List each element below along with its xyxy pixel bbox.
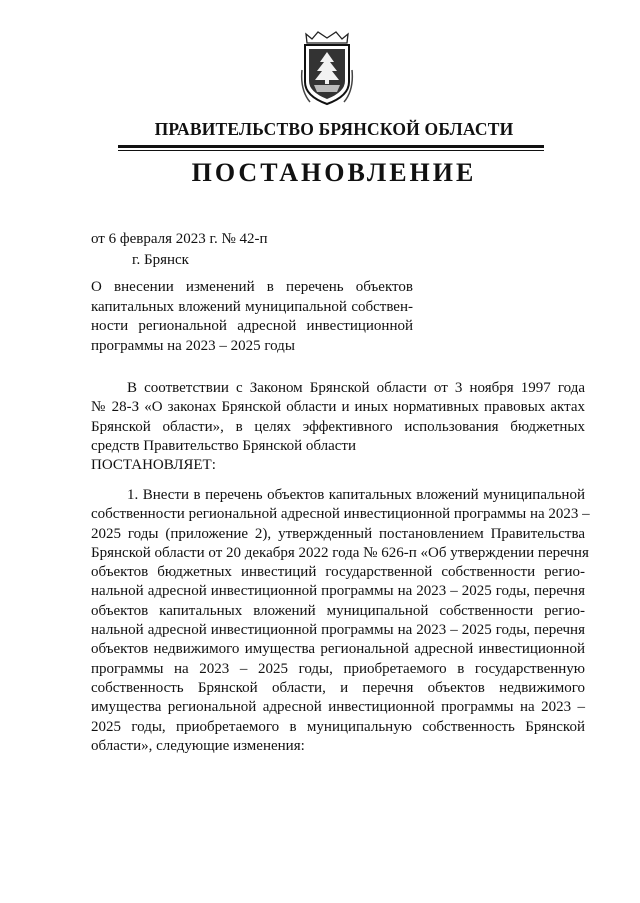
paragraph-line: собственности региональной адресной инвестиционной программы на 2023 –	[91, 506, 590, 523]
paragraph-line: № 28-З «О законах Брянской области и иных нормативных правовых актах	[91, 399, 585, 416]
paragraph-line: имущества региональной адресной инвестиционной программы на 2023 –	[91, 699, 585, 716]
paragraph-line: 2025 годы, приобретаемого в муниципальную собственность Брянской	[91, 718, 585, 735]
paragraph-line: В соответствии с Законом Брянской области от 3 ноября 1997 года	[127, 380, 585, 396]
resolution-word: ПОСТАНОВЛЯЕТ:	[91, 457, 216, 474]
paragraph-line: 2025 годы (приложение 2), утвержденный постановлением Правительства	[91, 525, 585, 542]
header-rule-thick	[118, 145, 544, 148]
organization-title: ПРАВИТЕЛЬСТВО БРЯНСКОЙ ОБЛАСТИ	[154, 119, 514, 139]
item-1-paragraph	[91, 486, 590, 756]
paragraph-line: Брянской области», в целях эффективного использования бюджетных	[91, 418, 585, 435]
paragraph-line: собственность Брянской области, и перечня объектов недвижимого	[91, 679, 585, 696]
paragraph-line: области», следующие изменения:	[91, 737, 305, 754]
paragraph-line: Брянской области от 20 декабря 2022 года № 626-п «Об утверждении перечня	[91, 544, 589, 561]
paragraph-line: программы на 2023 – 2025 годы, приобретаемого в государственную	[91, 660, 585, 677]
paragraph-line: объектов недвижимого имущества региональной адресной инвестиционной	[91, 641, 585, 658]
preamble-paragraph	[91, 379, 585, 475]
paragraph-line: средств Правительство Брянской области	[91, 437, 357, 454]
subject-line: ности региональной адресной инвестиционной	[91, 318, 413, 334]
paragraph-line: нальной адресной инвестиционной программы на 2023 – 2025 годы, перечня	[91, 622, 585, 639]
paragraph-line: нальной адресной инвестиционной программы на 2023 – 2025 годы, перечня	[91, 583, 585, 600]
document-date-number: от 6 февраля 2023 г. № 42-п	[91, 231, 268, 247]
subject-line: капитальных вложений муниципальной собствен-	[91, 298, 413, 315]
header-rule-thin	[118, 150, 544, 151]
document-subject	[91, 278, 413, 356]
document-city: г. Брянск	[132, 252, 189, 268]
coat-of-arms-emblem	[300, 30, 354, 108]
subject-line: программы на 2023 – 2025 годы	[91, 337, 295, 354]
paragraph-line: объектов бюджетных инвестиций государственной собственности регио-	[91, 564, 585, 581]
document-type-title: ПОСТАНОВЛЕНИЕ	[191, 158, 477, 187]
subject-line: О внесении изменений в перечень объектов	[91, 279, 413, 295]
paragraph-line: 1. Внести в перечень объектов капитальных вложений муниципальной	[127, 487, 585, 503]
paragraph-line: объектов капитальных вложений муниципальной собственности регио-	[91, 602, 585, 619]
